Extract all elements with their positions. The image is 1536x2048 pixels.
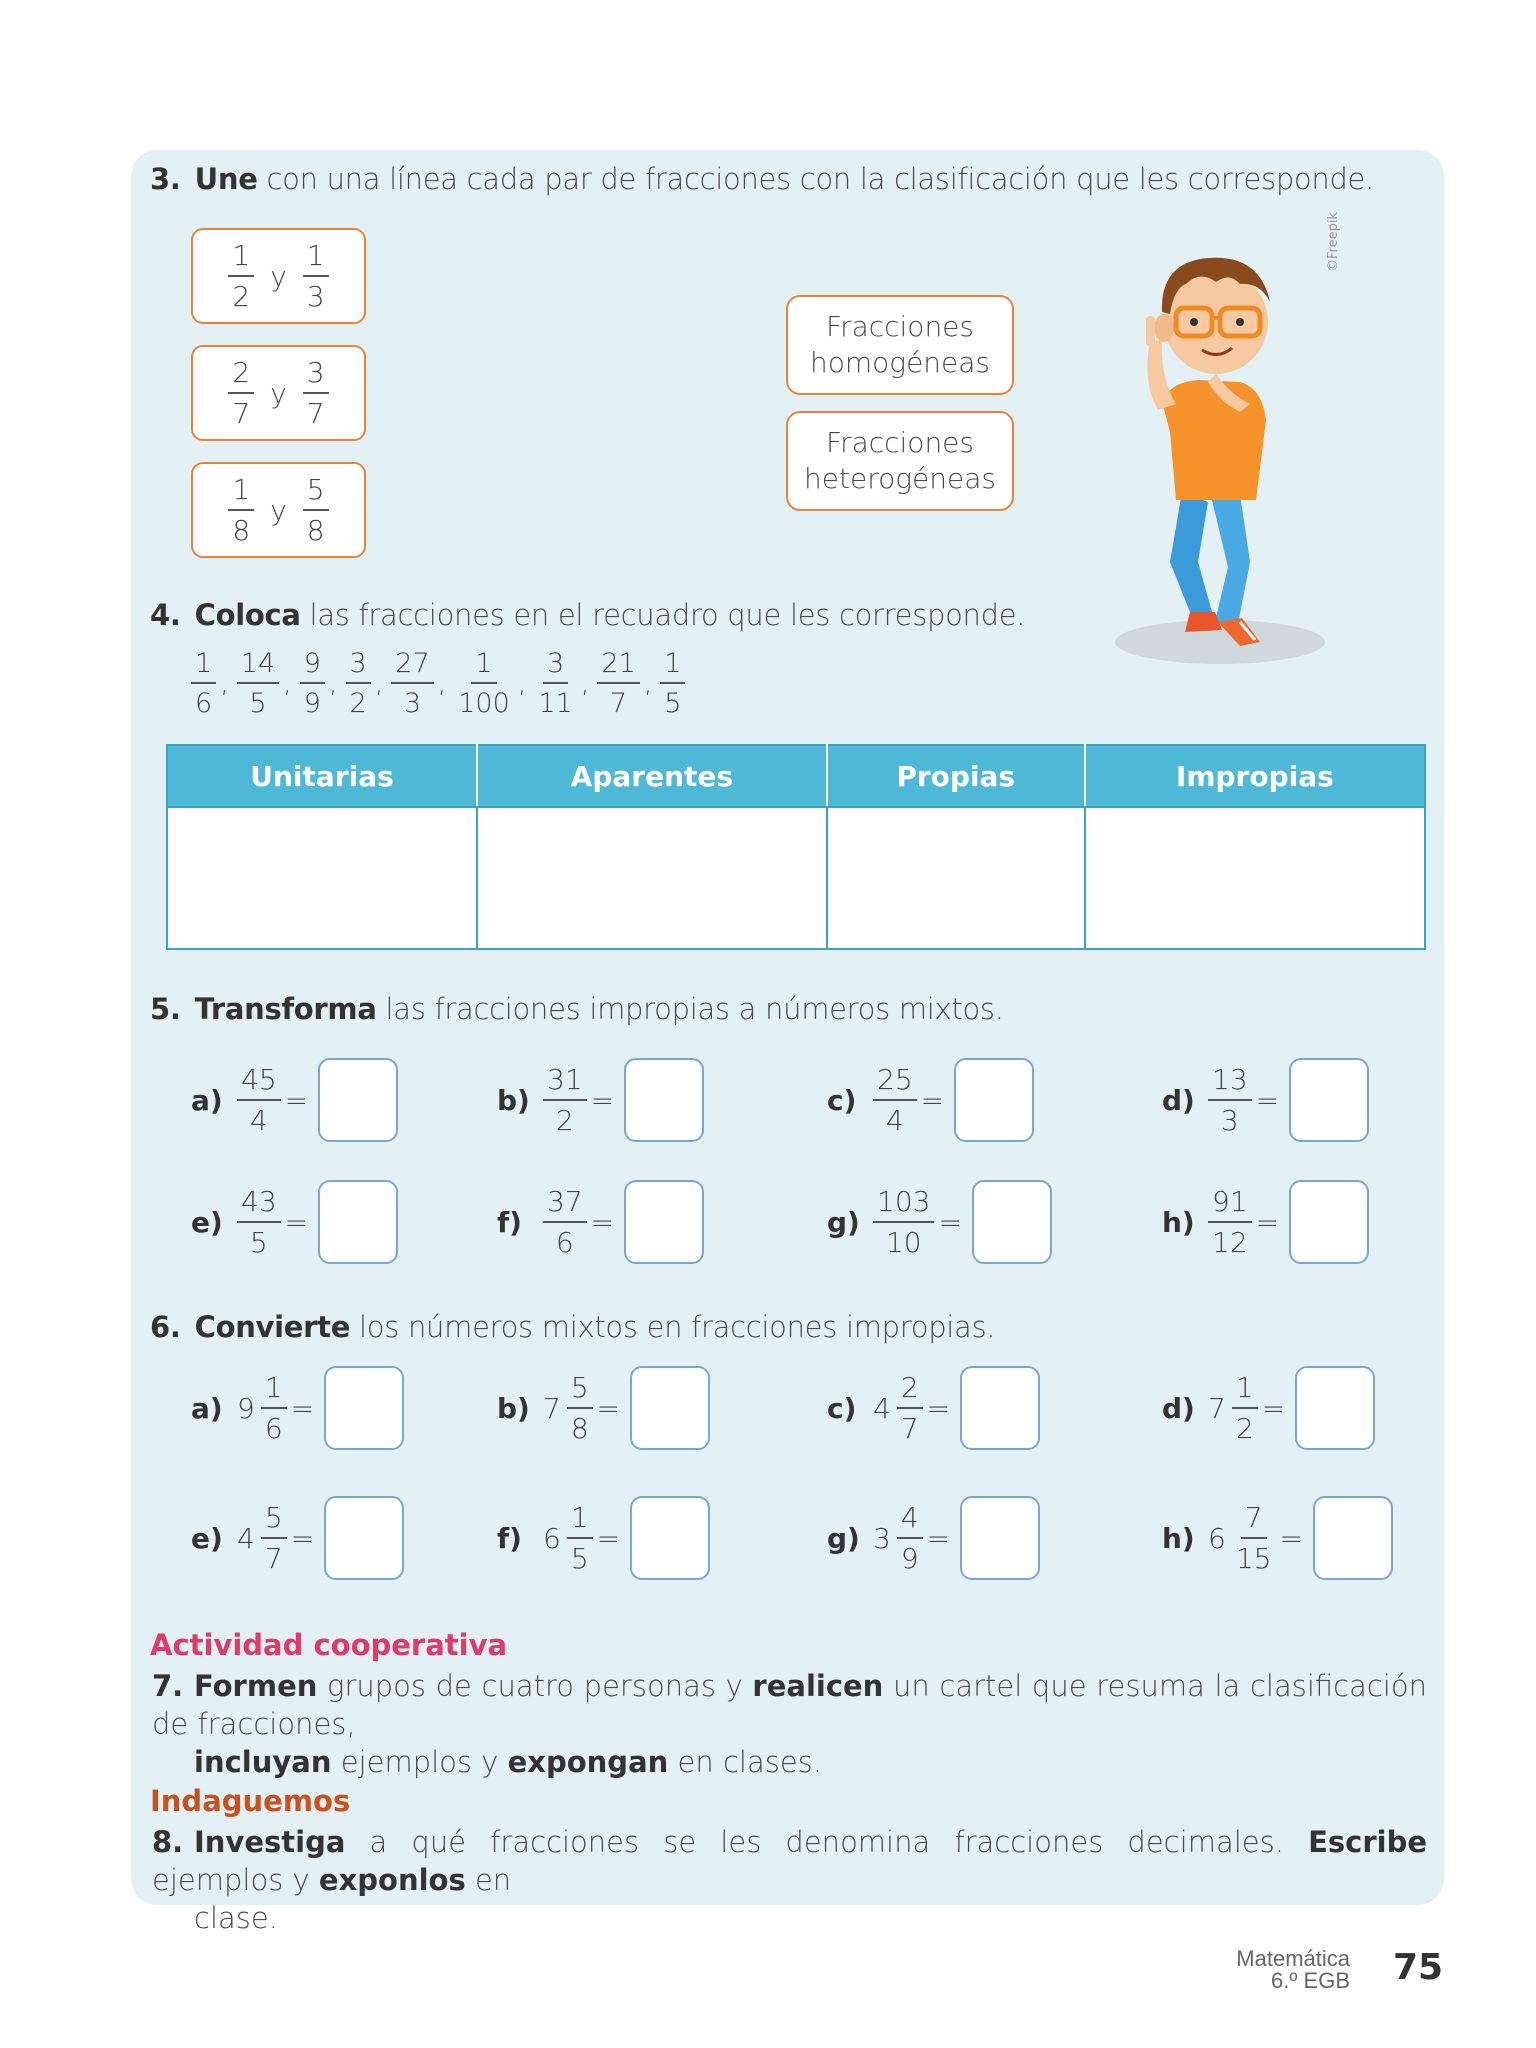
- q4-instruction: [150, 598, 1025, 632]
- classification-table: [166, 744, 1426, 950]
- cell-unitarias[interactable]: [167, 807, 477, 949]
- equals-sign: =: [1279, 1521, 1303, 1555]
- image-credit: ©Freepik: [1326, 212, 1341, 272]
- header-impropias: Impropias: [1085, 745, 1425, 807]
- q6-item-c: [827, 1366, 1040, 1450]
- q5-item-d: [1162, 1058, 1369, 1142]
- q3-number: 3.: [150, 162, 181, 196]
- equals-sign: =: [1255, 1083, 1280, 1117]
- fraction: $\frac{25}{4}$: [873, 1066, 917, 1135]
- class-label: homogéneas: [809, 346, 991, 379]
- fraction: $\frac{1}{2}$: [228, 242, 254, 311]
- fraction: $\frac{1}{6}$: [261, 1374, 287, 1443]
- answer-box[interactable]: [1289, 1058, 1369, 1142]
- equals-sign: =: [590, 1083, 615, 1117]
- item-label: a): [191, 1083, 223, 1117]
- item-label: a): [191, 1391, 223, 1425]
- q4-text: las fracciones en el recuadro que les corresponde.: [300, 598, 1026, 632]
- q5-number: 5.: [150, 992, 181, 1026]
- fraction: $\frac{21}{7}$: [597, 650, 639, 717]
- q5-item-e: [191, 1180, 398, 1264]
- equals-sign: =: [926, 1391, 951, 1425]
- fraction: $\frac{4}{9}$: [897, 1504, 923, 1573]
- q8-number: 8.: [152, 1825, 184, 1859]
- item-label: e): [191, 1205, 223, 1239]
- footer-subject: [1236, 1948, 1350, 1992]
- fraction: $\frac{7}{15}$: [1235, 1500, 1272, 1575]
- subject-name: Matemática: [1236, 1946, 1350, 1971]
- answer-box[interactable]: [324, 1366, 404, 1450]
- class-homogeneous[interactable]: [786, 295, 1014, 395]
- answer-box[interactable]: [954, 1058, 1034, 1142]
- fraction-list: $\frac{1}{6}$ , $\frac{14}{5}$ , $\frac{9}{9}$ , $\frac{3}{2}$ , $\frac{27}{3}$ , $\frac{1}{100}$ , $\frac{3}{11}$ , $\frac{21}{7}$ , $\frac{1}{5}$: [191, 650, 685, 717]
- fraction-pair-2[interactable]: [191, 345, 366, 441]
- item-label: c): [827, 1391, 857, 1425]
- answer-box[interactable]: [1295, 1366, 1375, 1450]
- q6-text: los números mixtos en fracciones impropias.: [350, 1310, 996, 1344]
- q6-verb: Convierte: [194, 1310, 351, 1344]
- fraction: $\frac{13}{3}$: [1208, 1066, 1252, 1135]
- q5-item-c: [827, 1058, 1034, 1142]
- fraction: $\frac{5}{8}$: [303, 476, 329, 545]
- class-heterogeneous[interactable]: [786, 411, 1014, 511]
- q5-item-g: [827, 1180, 1052, 1264]
- equals-sign: =: [920, 1083, 945, 1117]
- fraction: $\frac{1}{100}$: [458, 648, 510, 719]
- whole-part: 7: [1208, 1391, 1226, 1425]
- header-unitarias: Unitarias: [167, 745, 477, 807]
- equals-sign: =: [926, 1521, 951, 1555]
- fraction: $\frac{3}{2}$: [346, 650, 371, 717]
- whole-part: 6: [543, 1521, 561, 1555]
- equals-sign: =: [938, 1205, 962, 1239]
- answer-box[interactable]: [630, 1496, 710, 1580]
- conjunction: y: [270, 493, 287, 527]
- item-label: h): [1162, 1521, 1195, 1555]
- answer-box[interactable]: [324, 1496, 404, 1580]
- equals-sign: =: [290, 1391, 315, 1425]
- equals-sign: =: [290, 1521, 315, 1555]
- whole-part: 6: [1208, 1521, 1226, 1555]
- class-label: Fracciones: [826, 309, 974, 343]
- fraction: $\frac{1}{2}$: [1232, 1374, 1258, 1443]
- inquiry-heading: Indaguemos: [150, 1784, 351, 1818]
- equals-sign: =: [1261, 1391, 1286, 1425]
- q7-number: 7.: [152, 1669, 184, 1703]
- q6-item-f: [497, 1496, 710, 1580]
- q6-number: 6.: [150, 1310, 181, 1344]
- q6-item-b: [497, 1366, 710, 1450]
- item-label: f): [497, 1521, 522, 1555]
- fraction: $\frac{43}{5}$: [237, 1188, 281, 1257]
- fraction: $\frac{3}{11}$: [538, 648, 573, 719]
- fraction: $\frac{103}{10}$: [873, 1188, 934, 1257]
- whole-part: 4: [237, 1521, 255, 1555]
- answer-box[interactable]: [960, 1366, 1040, 1450]
- item-label: c): [827, 1083, 857, 1117]
- fraction: $\frac{2}{7}$: [228, 359, 254, 428]
- whole-part: 4: [873, 1391, 891, 1425]
- cell-aparentes[interactable]: [477, 807, 827, 949]
- q6-item-d: [1162, 1366, 1375, 1450]
- answer-box[interactable]: [624, 1058, 704, 1142]
- q5-item-a: [191, 1058, 398, 1142]
- q8-paragraph: 8. Investiga a qué fracciones se les denomina fracciones decimales. Escribe ejemplos y exponlos en clase.: [152, 1825, 1427, 1935]
- q5-item-h: [1162, 1180, 1369, 1264]
- fraction: $\frac{37}{6}$: [543, 1188, 587, 1257]
- answer-box[interactable]: [624, 1180, 704, 1264]
- whole-part: 3: [873, 1521, 891, 1555]
- header-propias: Propias: [827, 745, 1085, 807]
- answer-box[interactable]: [630, 1366, 710, 1450]
- cell-propias[interactable]: [827, 807, 1085, 949]
- answer-box[interactable]: [960, 1496, 1040, 1580]
- equals-sign: =: [596, 1521, 621, 1555]
- cell-impropias[interactable]: [1085, 807, 1425, 949]
- item-label: h): [1162, 1205, 1195, 1239]
- fraction: $\frac{2}{7}$: [897, 1374, 923, 1443]
- class-label: Fracciones: [826, 425, 974, 459]
- conjunction: y: [270, 259, 287, 293]
- equals-sign: =: [284, 1205, 309, 1239]
- q3-instruction: [150, 162, 1374, 196]
- q6-item-h: [1162, 1496, 1393, 1580]
- fraction: $\frac{1}{5}$: [660, 650, 685, 717]
- fraction: $\frac{1}{5}$: [567, 1504, 593, 1573]
- header-aparentes: Aparentes: [477, 745, 827, 807]
- answer-box[interactable]: [972, 1180, 1052, 1264]
- item-label: d): [1162, 1391, 1195, 1425]
- q3-verb: Une: [194, 162, 258, 196]
- page-number: 75: [1393, 1947, 1444, 1988]
- fraction: $\frac{3}{7}$: [303, 359, 329, 428]
- fraction: $\frac{14}{5}$: [237, 650, 279, 717]
- fraction: $\frac{1}{8}$: [228, 476, 254, 545]
- boy-illustration: [1090, 232, 1350, 672]
- fraction: $\frac{31}{2}$: [543, 1066, 587, 1135]
- class-label: heterogéneas: [804, 462, 996, 495]
- item-label: b): [497, 1083, 530, 1117]
- fraction-pair-3[interactable]: [191, 462, 366, 558]
- fraction: $\frac{5}{7}$: [261, 1504, 287, 1573]
- fraction: $\frac{45}{4}$: [237, 1066, 281, 1135]
- q6-instruction: [150, 1310, 995, 1344]
- q6-item-e: [191, 1496, 404, 1580]
- equals-sign: =: [284, 1083, 309, 1117]
- q7-paragraph: 7. Formen grupos de cuatro personas y realicen un cartel que resuma la clasificación de fracciones, incluyan ejemplos y expongan en clases.: [152, 1669, 1427, 1779]
- equals-sign: =: [1255, 1205, 1280, 1239]
- q5-item-f: [497, 1180, 704, 1264]
- answer-box[interactable]: [1289, 1180, 1369, 1264]
- item-label: d): [1162, 1083, 1195, 1117]
- q3-text: con una línea cada par de fracciones con la clasificación que les corresponde.: [257, 162, 1375, 196]
- q5-instruction: [150, 992, 1004, 1026]
- equals-sign: =: [590, 1205, 615, 1239]
- item-label: b): [497, 1391, 530, 1425]
- fraction: $\frac{9}{9}$: [300, 650, 325, 717]
- fraction-pair-1[interactable]: [191, 228, 366, 324]
- answer-box[interactable]: [1313, 1496, 1393, 1580]
- answer-box[interactable]: [318, 1058, 398, 1142]
- coop-heading: Actividad cooperativa: [150, 1628, 508, 1662]
- whole-part: 7: [543, 1391, 561, 1425]
- whole-part: 9: [237, 1391, 255, 1425]
- q5-text: las fracciones impropias a números mixtos.: [376, 992, 1004, 1026]
- conjunction: y: [270, 376, 287, 410]
- q5-item-b: [497, 1058, 704, 1142]
- answer-box[interactable]: [318, 1180, 398, 1264]
- q5-verb: Transforma: [194, 992, 377, 1026]
- item-label: g): [827, 1205, 860, 1239]
- item-label: e): [191, 1521, 223, 1555]
- fraction: $\frac{91}{12}$: [1208, 1188, 1252, 1257]
- item-label: g): [827, 1521, 860, 1555]
- q4-verb: Coloca: [194, 598, 301, 632]
- fraction: $\frac{27}{3}$: [391, 650, 433, 717]
- equals-sign: =: [596, 1391, 621, 1425]
- q4-number: 4.: [150, 598, 181, 632]
- fraction: $\frac{1}{6}$: [191, 650, 216, 717]
- q6-item-a: [191, 1366, 404, 1450]
- q6-item-g: [827, 1496, 1040, 1580]
- fraction: $\frac{5}{8}$: [567, 1374, 593, 1443]
- fraction: $\frac{1}{3}$: [303, 242, 329, 311]
- item-label: f): [497, 1205, 522, 1239]
- grade-label: 6.º EGB: [1271, 1968, 1350, 1993]
